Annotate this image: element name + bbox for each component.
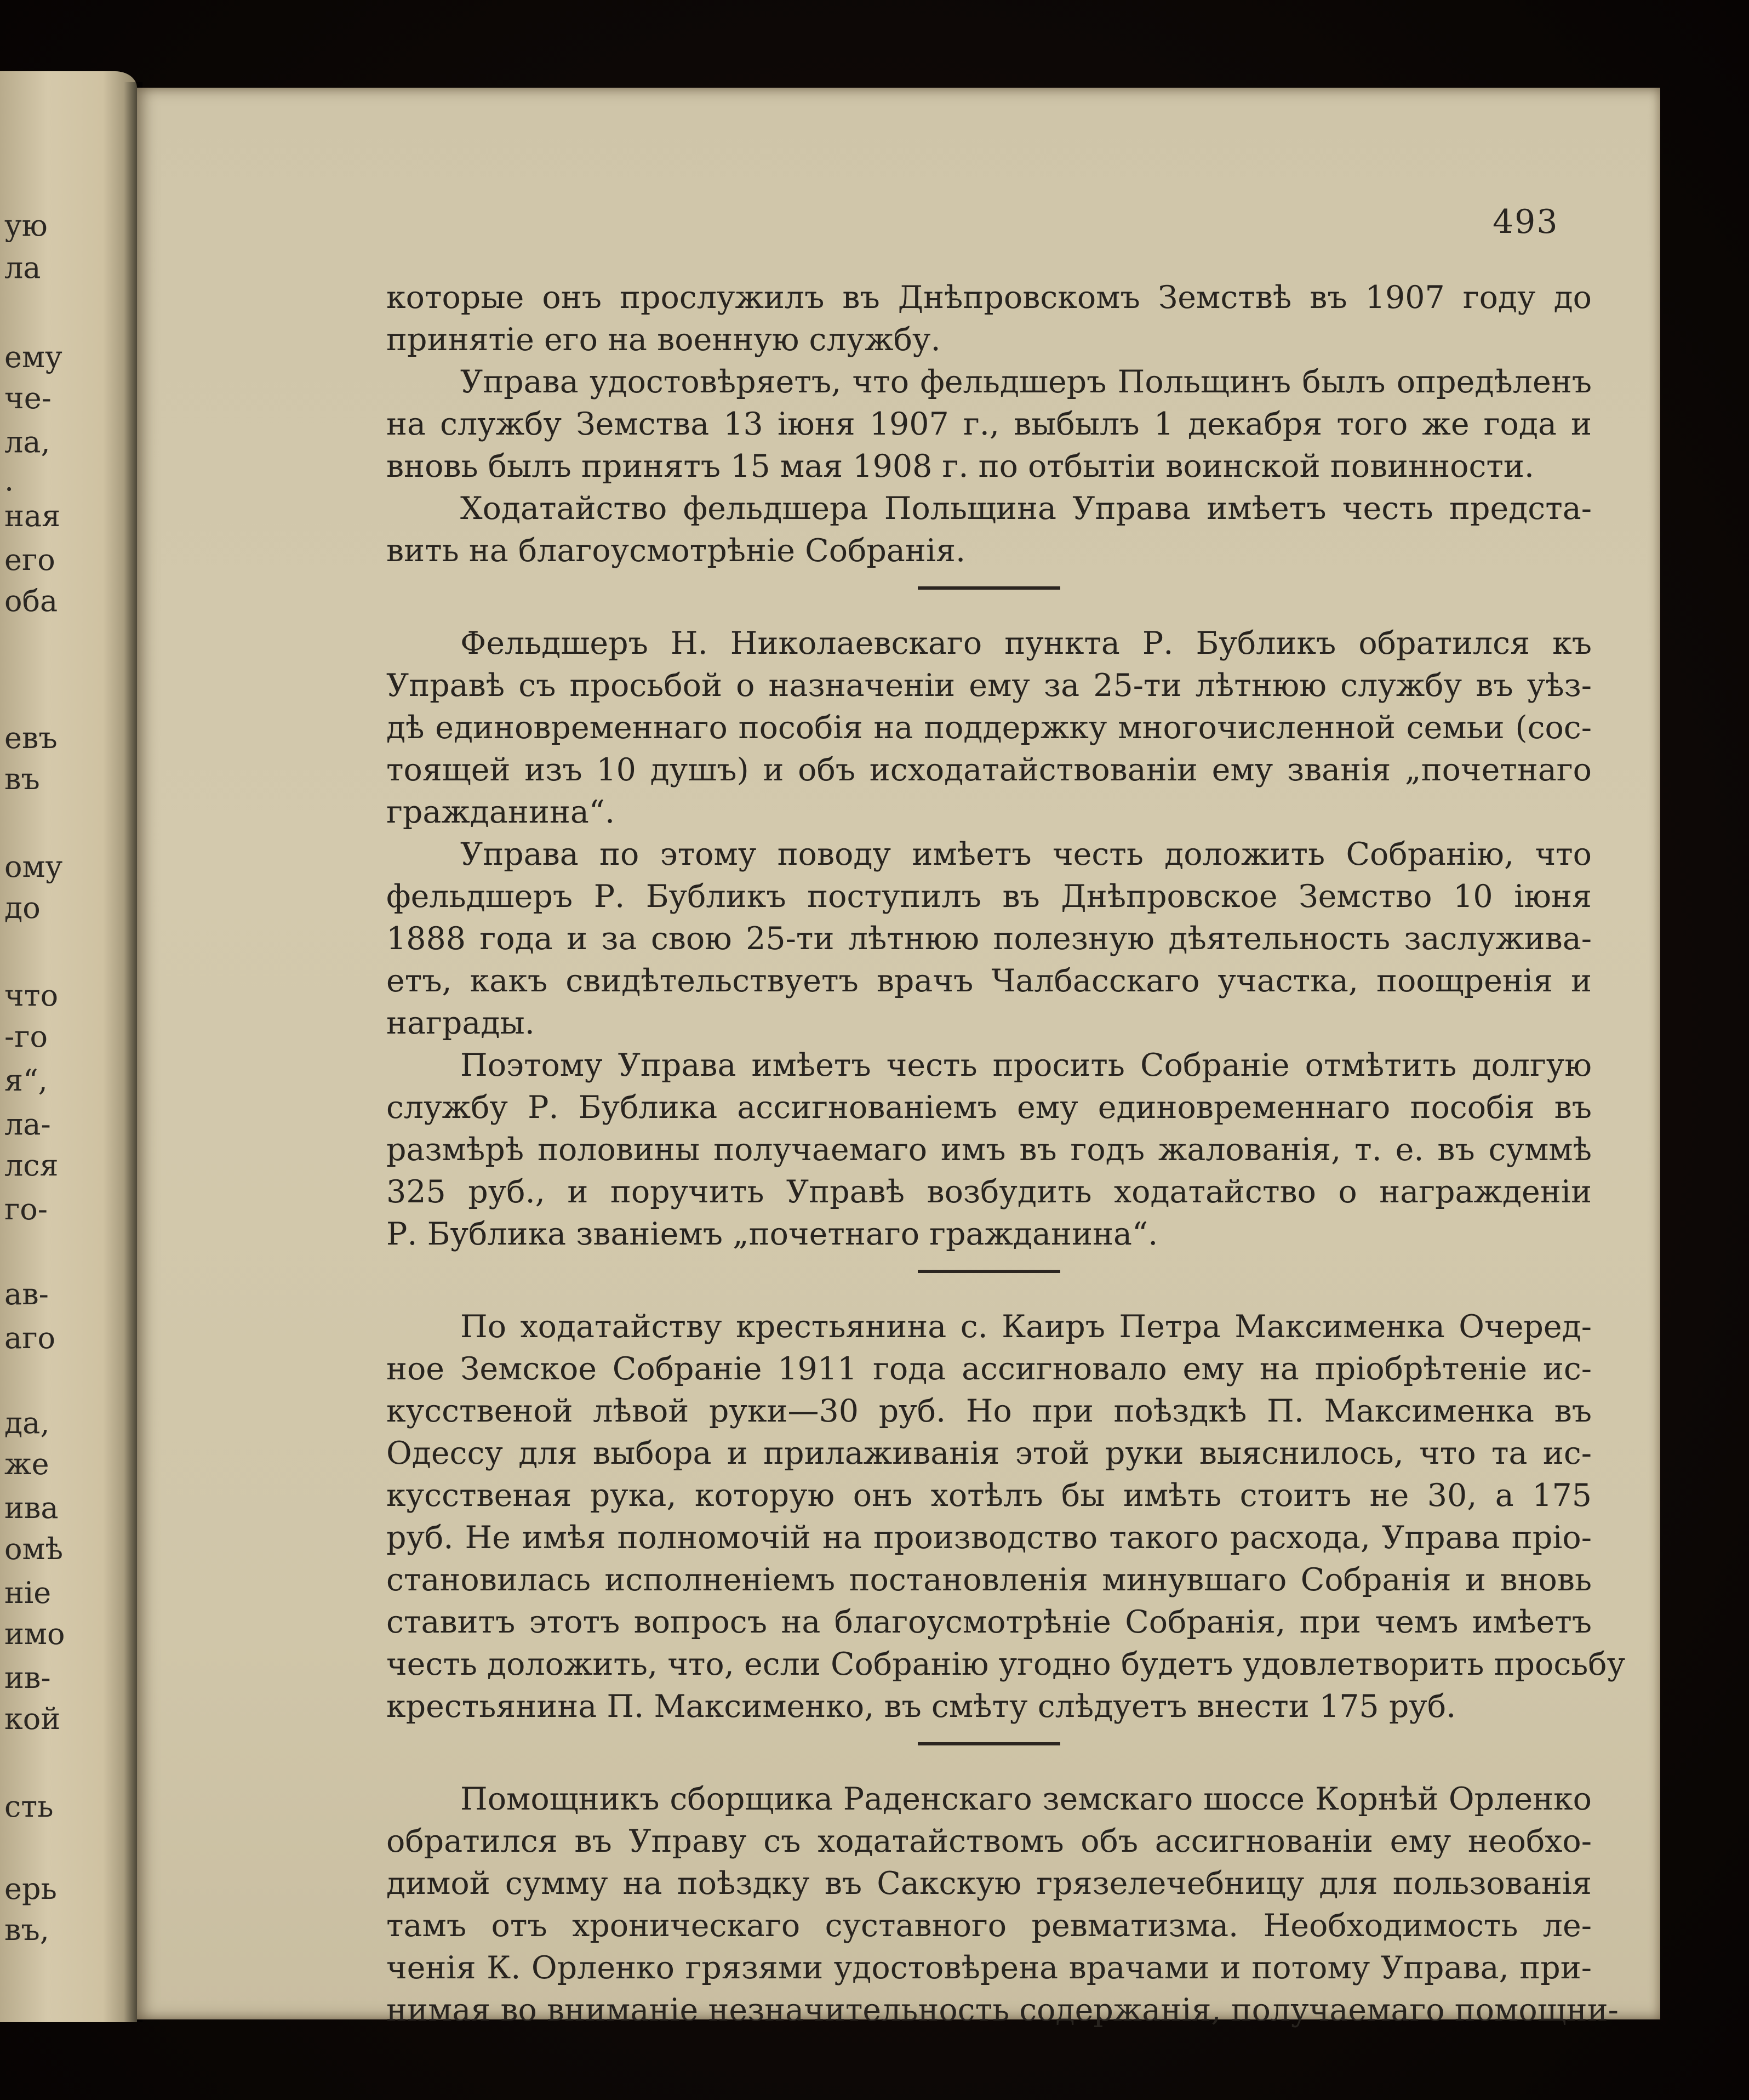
left-page-fragment: -го	[4, 1019, 48, 1054]
left-page-fragment: до	[4, 891, 41, 925]
left-page-fragment: сть	[4, 1789, 54, 1824]
paragraph	[386, 1306, 1626, 1728]
text-line: ченія К. Орленко грязями удостовѣрена врачами и потому Управа, при-	[386, 1950, 1592, 1986]
paragraph	[386, 834, 1592, 1045]
section-divider	[918, 1742, 1060, 1745]
left-page-fragment: ива	[4, 1491, 59, 1525]
left-page-fragment: же	[4, 1447, 49, 1481]
text-line: Ходатайство фельдшера Польщина Управа имѣетъ честь предста-	[460, 490, 1592, 527]
section-divider	[918, 586, 1060, 590]
page-number: 493	[1493, 203, 1559, 241]
left-page-fragment: ому	[4, 849, 63, 884]
left-page-fragment: лся	[4, 1148, 59, 1183]
left-page-fragment: .	[4, 463, 14, 498]
left-page-fragment: его	[4, 543, 55, 577]
text-line: Управа по этому поводу имѣетъ честь доложить Собранію, что	[460, 836, 1592, 872]
left-page-fragment: оба	[4, 584, 58, 618]
text-line: Помощникъ сборщика Раденскаго земскаго шоссе Корнѣй Орленко	[460, 1781, 1592, 1817]
text-line: кусственой лѣвой руки—30 руб. Но при поѣздкѣ П. Максименка въ	[386, 1393, 1592, 1429]
paragraph	[386, 1045, 1592, 1256]
text-line: становилась исполненіемъ постановленія минувшаго Собранія и вновь	[386, 1562, 1592, 1598]
text-line: димой сумму на поѣздку въ Сакскую грязелечебницу для пользованія	[386, 1865, 1592, 1902]
text-line: етъ, какъ свидѣтельствуетъ врачъ Чалбасскаго участка, поощренія и	[386, 963, 1592, 999]
left-page-fragment: ная	[4, 499, 61, 533]
text-line: вновь былъ принятъ 15 мая 1908 г. по отбытіи воинской повинности.	[386, 448, 1535, 484]
paragraph	[386, 488, 1592, 572]
text-line: нимая во вниманіе незначительность содержанія, получаемаго помощни-	[386, 1992, 1619, 2028]
text-line: обратился въ Управу съ ходатайствомъ объ ассигнованіи ему необхо-	[386, 1823, 1592, 1859]
text-line: фельдшеръ Р. Бубликъ поступилъ въ Днѣпровское Земство 10 іюня	[386, 878, 1592, 915]
left-page-fragment: ему	[4, 340, 62, 374]
text-line: вить на благоусмотрѣніе Собранія.	[386, 533, 966, 569]
text-line: ное Земское Собраніе 1911 года ассигновало ему на пріобрѣтеніе ис-	[386, 1351, 1592, 1387]
text-line: крестьянина П. Максименко, въ смѣту слѣдуетъ внести 175 руб.	[386, 1688, 1456, 1725]
text-line: Одессу для выбора и прилаживанія этой руки выяснилось, что та ис-	[386, 1435, 1592, 1471]
left-page-fragment: го-	[4, 1192, 48, 1226]
section-divider	[918, 1270, 1060, 1273]
left-page-fragment: кой	[4, 1702, 61, 1736]
text-line: тоящей изъ 10 душъ) и объ исходатайствованіи ему званія „почетнаго	[386, 752, 1592, 788]
left-page-fragment: че-	[4, 381, 52, 415]
text-line: Управѣ съ просьбой о назначеніи ему за 25-ти лѣтнюю службу въ уѣз-	[386, 667, 1592, 704]
paragraph	[386, 1778, 1619, 2031]
text-line: на службу Земства 13 іюня 1907 г., выбылъ 1 декабря того же года и	[386, 406, 1592, 442]
text-line: Фельдшеръ Н. Николаевскаго пункта Р. Бубликъ обратился къ	[460, 625, 1592, 661]
text-line: дѣ единовременнаго пособія на поддержку многочисленной семьи (сос-	[386, 710, 1592, 746]
left-page-fragment: омѣ	[4, 1532, 64, 1566]
text-line: службу Р. Бублика ассигнованіемъ ему единовременнаго пособія въ	[386, 1089, 1592, 1126]
left-page-fragment: ую	[4, 208, 48, 243]
text-line: которые онъ прослужилъ въ Днѣпровскомъ Земствѣ въ 1907 году до	[386, 279, 1592, 316]
left-page-fragment: ерь	[4, 1871, 57, 1906]
text-line: ставитъ этотъ вопросъ на благоусмотрѣніе Собранія, при чемъ имѣетъ	[386, 1604, 1592, 1640]
left-page-fragment: ла,	[4, 425, 50, 459]
left-page-edge	[0, 71, 137, 2022]
page-body	[386, 277, 1626, 2031]
left-page-fragment: ив-	[4, 1660, 51, 1695]
left-page-fragment: ав-	[4, 1277, 49, 1311]
text-line: Управа удостовѣряетъ, что фельдшеръ Польщинъ былъ опредѣленъ	[460, 364, 1592, 400]
text-line: гражданина“.	[386, 794, 615, 830]
left-page-fragment: я“,	[4, 1063, 48, 1098]
left-page-fragment: ла	[4, 250, 41, 285]
left-page-fragment: евъ	[4, 721, 58, 755]
text-line: тамъ отъ хроническаго суставного ревматизма. Необходимость ле-	[386, 1908, 1592, 1944]
left-page-fragment: да,	[4, 1406, 50, 1440]
left-page-fragment: аго	[4, 1321, 55, 1355]
text-line: награды.	[386, 1005, 535, 1041]
book-page	[137, 88, 1660, 2028]
text-line: честь доложить, что, если Собранію угодно будетъ удовлетворить просьбу	[386, 1646, 1626, 1682]
text-line: руб. Не имѣя полномочій на производство такого расхода, Управа пріо-	[386, 1520, 1592, 1556]
left-page-fragment: имо	[4, 1617, 65, 1651]
paragraph	[386, 277, 1592, 361]
text-line: кусственая рука, которую онъ хотѣлъ бы имѣть стоитъ не 30, а 175	[386, 1477, 1592, 1514]
left-page-fragment: ла-	[4, 1107, 51, 1142]
paragraph	[386, 361, 1592, 488]
text-line: 1888 года и за свою 25-ти лѣтнюю полезную дѣятельность заслужива-	[386, 921, 1592, 957]
text-line: Р. Бублика званіемъ „почетнаго гражданина“.	[386, 1216, 1158, 1252]
left-page-fragment: въ,	[4, 1913, 49, 1947]
left-page-fragment: что	[4, 978, 59, 1013]
text-line: Поэтому Управа имѣетъ честь просить Собраніе отмѣтить долгую	[460, 1047, 1592, 1083]
text-line: По ходатайству крестьянина с. Каиръ Петра Максименка Очеред-	[460, 1309, 1592, 1345]
text-line: размѣрѣ половины получаемаго имъ въ годъ жалованія, т. е. въ суммѣ	[386, 1132, 1592, 1168]
text-line: 325 руб., и поручить Управѣ возбудить ходатайство о награжденіи	[386, 1174, 1592, 1210]
left-page-fragment: въ	[4, 762, 40, 796]
paragraph	[386, 623, 1592, 834]
text-line: принятіе его на военную службу.	[386, 322, 941, 358]
left-page-fragment: ніе	[4, 1576, 52, 1610]
